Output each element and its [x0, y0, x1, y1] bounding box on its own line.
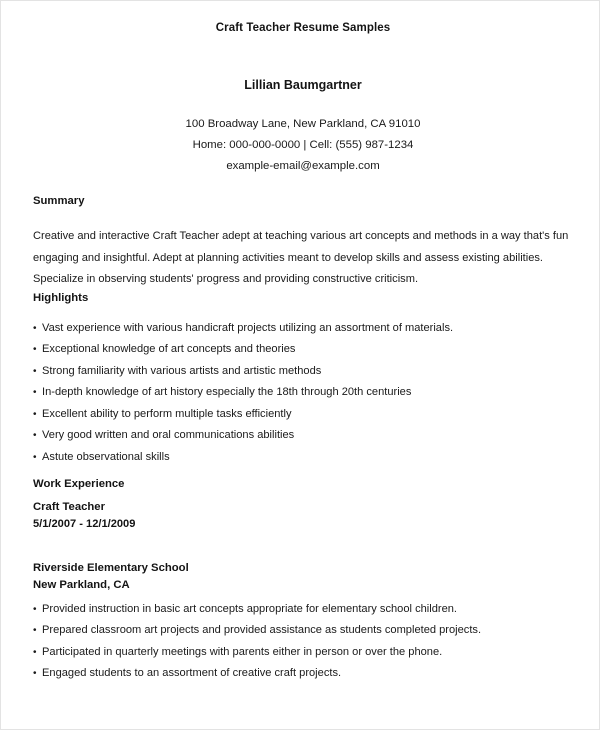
list-item: • In-depth knowledge of art history especially the 18th through 20th centuries	[33, 382, 573, 404]
page-title: Craft Teacher Resume Samples	[215, 22, 391, 34]
list-item: • Strong familiarity with various artists and artistic methods	[33, 361, 573, 383]
list-item: • Engaged students to an assortment of creative craft projects.	[33, 663, 573, 685]
contact-block	[33, 92, 573, 177]
job-duties-list	[33, 591, 573, 685]
list-item: • Very good written and oral communications abilities	[33, 425, 573, 447]
list-item: • Vast experience with various handicraft projects utilizing an assortment of materials.	[33, 318, 573, 340]
job-dates: 5/1/2007 - 12/1/2009	[33, 517, 136, 530]
job-title: Craft Teacher	[33, 500, 105, 513]
employer-name: Riverside Elementary School	[33, 561, 189, 574]
summary-text: Creative and interactive Craft Teacher adept at teaching various art concepts and methods in a way that's fun engaging and insightful. Adept at planning activities meant to develop skills and assess existing abilities. Specialize in observing students' progress and providing constructive criticism.	[33, 230, 569, 285]
list-item: • Excellent ability to perform multiple tasks efficiently	[33, 404, 573, 426]
highlights-list	[33, 304, 573, 469]
section-heading-summary: Summary	[33, 195, 85, 207]
contact-email: example-email@example.com	[226, 160, 380, 172]
contact-address: 100 Broadway Lane, New Parkland, CA 91010	[185, 118, 421, 130]
list-item: • Participated in quarterly meetings with parents either in person or over the phone.	[33, 642, 573, 664]
list-item: • Exceptional knowledge of art concepts and theories	[33, 339, 573, 361]
resume-content	[1, 1, 599, 695]
candidate-name: Lillian Baumgartner	[244, 78, 362, 92]
employer-location: New Parkland, CA	[33, 578, 130, 591]
list-item: • Prepared classroom art projects and provided assistance as students completed projects.	[33, 620, 573, 642]
list-item: • Astute observational skills	[33, 447, 573, 469]
section-heading-highlights: Highlights	[33, 291, 89, 304]
list-item: • Provided instruction in basic art concepts appropriate for elementary school children.	[33, 599, 573, 621]
section-heading-work-experience: Work Experience	[33, 477, 125, 490]
contact-phones: Home: 000-000-0000 | Cell: (555) 987-1234	[192, 139, 414, 151]
